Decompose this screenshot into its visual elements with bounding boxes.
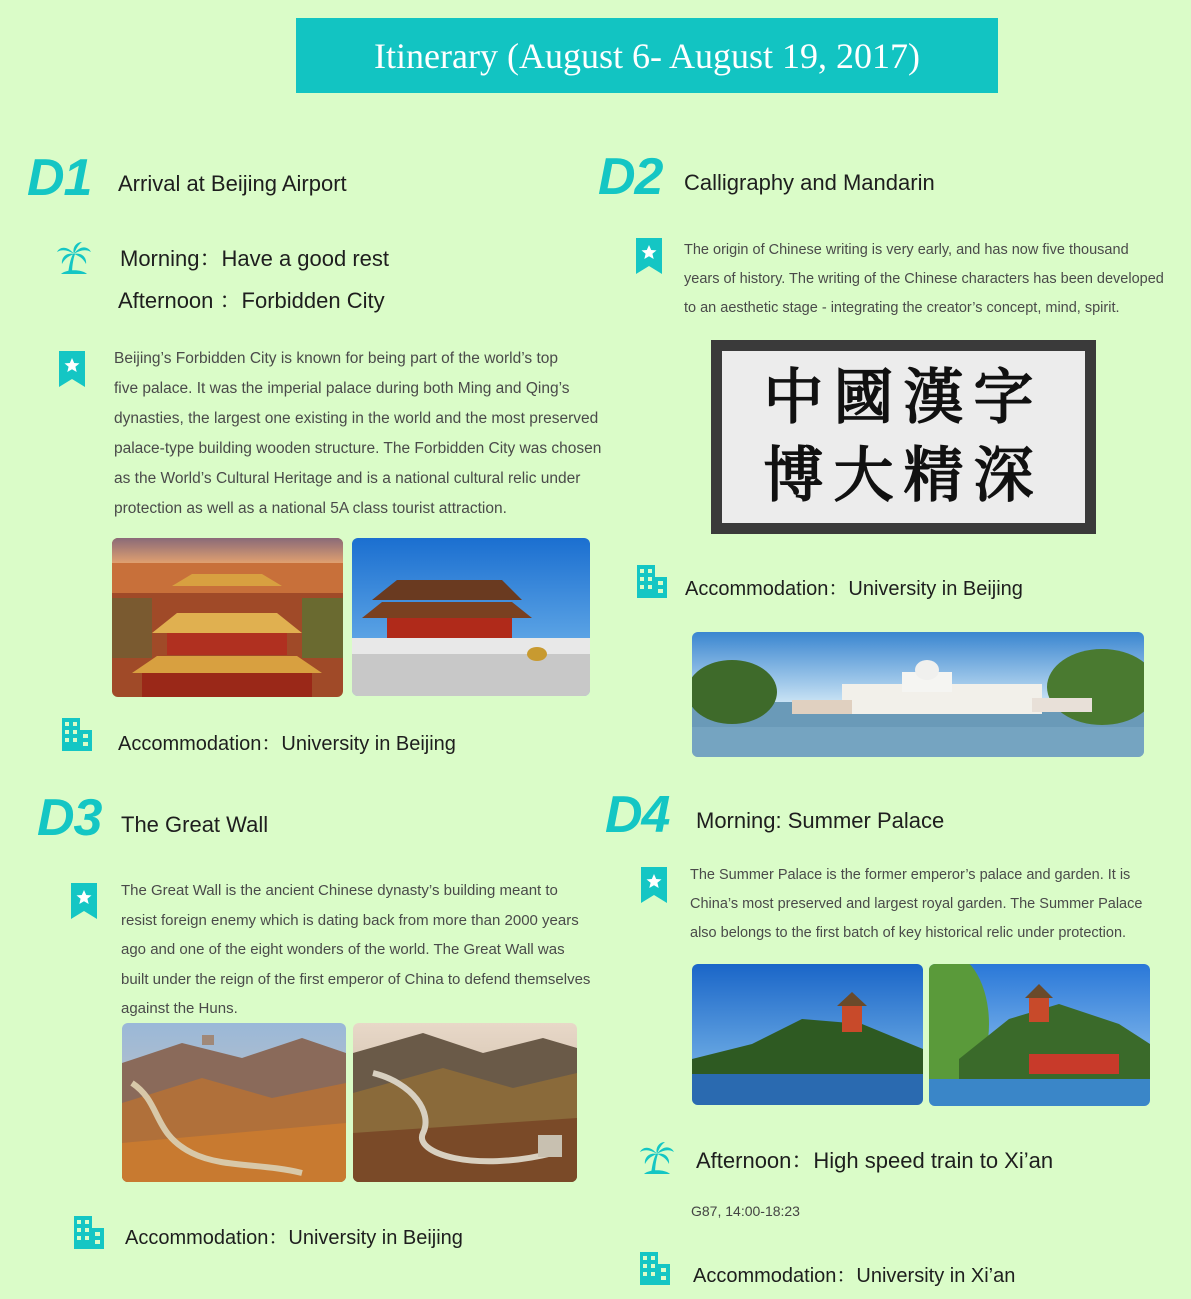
text-line: also belongs to the first batch of key historical relic under protection. xyxy=(690,925,1127,941)
day1-description xyxy=(114,344,604,524)
day4-description xyxy=(690,861,1170,948)
text-line: resist foreign enemy which is dating back from more than 2000 years xyxy=(121,911,579,929)
text-line: The Great Wall is the ancient Chinese dynasty’s building meant to xyxy=(121,882,558,899)
day3-description xyxy=(121,876,601,1024)
star-bookmark-icon xyxy=(636,238,662,274)
day4-afternoon: Afternoon：High speed train to Xi’an xyxy=(696,1148,1054,1173)
day1-heading: Arrival at Beijing Airport xyxy=(118,171,347,196)
day-label-d4: D4 xyxy=(605,786,670,844)
forbidden-city-hall-photo xyxy=(352,538,590,696)
great-wall-photo-1 xyxy=(122,1023,346,1182)
text-line: ago and one of the eight wonders of the world. The Great Wall was xyxy=(121,941,565,958)
text-line: palace-type building wooden structure. The Forbidden City was chosen xyxy=(114,440,602,457)
star-bookmark-icon xyxy=(641,867,667,903)
building-icon xyxy=(640,1252,670,1285)
building-icon xyxy=(74,1216,104,1249)
text-line: The origin of Chinese writing is very early, and has now five thousand xyxy=(684,242,1129,258)
day1-afternoon: Afternoon ：Forbidden City xyxy=(118,288,385,313)
day3-accommodation: Accommodation：University in Beijing xyxy=(125,1227,463,1249)
text-line: built under the reign of the first emperor of China to defend themselves xyxy=(121,970,591,988)
day-label-d1: D1 xyxy=(27,149,92,207)
page-title: Itinerary (August 6- August 19, 2017) xyxy=(374,35,920,76)
day2-accommodation: Accommodation：University in Beijing xyxy=(685,578,1023,600)
day-label-d3: D3 xyxy=(37,789,102,847)
day1-accommodation: Accommodation：University in Beijing xyxy=(118,733,456,755)
text-line: years of history. The writing of the Chinese characters has been developed xyxy=(684,271,1164,287)
calligraphy-panel xyxy=(711,340,1096,534)
text-line: five palace. It was the imperial palace during both Ming and Qing’s xyxy=(114,380,570,397)
text-line: The Summer Palace is the former emperor’s palace and garden. It is xyxy=(690,867,1131,883)
day1-morning: Morning：Have a good rest xyxy=(120,246,390,271)
great-wall-photo-2 xyxy=(353,1023,577,1182)
star-bookmark-icon xyxy=(59,351,85,387)
text-line: as the World’s Cultural Heritage and is a national cultural relic under xyxy=(114,470,581,487)
calligraphy-line: 中國漢字 xyxy=(763,363,1044,433)
building-icon xyxy=(62,718,92,751)
forbidden-city-aerial-photo xyxy=(112,538,343,697)
summer-palace-photo-2 xyxy=(929,964,1150,1106)
text-line: to an aesthetic stage - integrating the creator’s concept, mind, spirit. xyxy=(684,300,1120,316)
palm-tree-icon xyxy=(56,240,92,276)
summer-palace-photo-1 xyxy=(692,964,923,1105)
text-line: dynasties, the largest one existing in the world and the most preserved xyxy=(114,410,599,427)
itinerary-banner xyxy=(296,18,998,93)
star-bookmark-icon xyxy=(71,883,97,919)
day2-description xyxy=(684,236,1184,323)
calligraphy-line: 博大精深 xyxy=(763,441,1044,511)
day-label-d2: D2 xyxy=(598,148,663,206)
day3-heading: The Great Wall xyxy=(121,812,269,837)
day2-heading: Calligraphy and Mandarin xyxy=(684,170,935,195)
train-schedule: G87, 14:00-18:23 xyxy=(691,1203,800,1219)
day4-accommodation: Accommodation：University in Xi’an xyxy=(693,1265,1016,1287)
palm-tree-icon xyxy=(639,1140,675,1176)
text-line: protection as well as a national 5A class tourist attraction. xyxy=(114,500,507,517)
building-icon xyxy=(637,565,667,598)
text-line: China’s most preserved and largest royal garden. The Summer Palace xyxy=(690,896,1143,912)
text-line: against the Huns. xyxy=(121,1000,238,1017)
day4-heading: Morning: Summer Palace xyxy=(696,808,945,833)
university-lake-photo xyxy=(692,632,1144,757)
text-line: Beijing’s Forbidden City is known for being part of the world’s top xyxy=(114,350,558,367)
